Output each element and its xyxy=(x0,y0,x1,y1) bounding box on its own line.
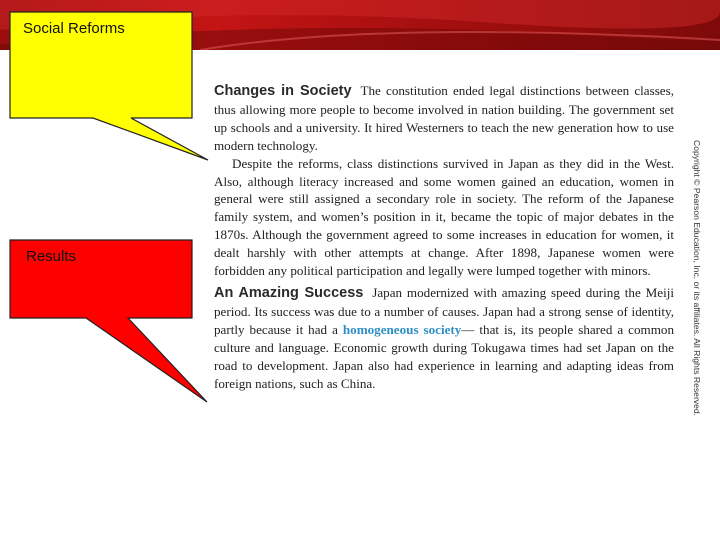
callout-label-social-reforms: Social Reforms xyxy=(23,20,125,37)
callout-label-results: Results xyxy=(26,248,77,265)
paragraph-3-end: — that is, its people shared a common culture and language. Economic growth during Tokugawa times had set Japan on the road to development. Japan also had experience in learning and adapting ideas from foreign nations, such as China. xyxy=(214,321,674,391)
heading-changes-in-society: Changes in Society xyxy=(214,83,352,99)
heading-amazing-success: An Amazing Success xyxy=(214,284,364,301)
paragraph-2: Despite the reforms, class distinctions survived in Japan as they did in the West. Also, although literacy increased and some women gained an education, women in general were still assigned a secondary role in society. The reform of the Japanese family system, and women’s position in it, became the topic of major debates in the 1870s. Although the government agreed to some increases in education for women, it dealt harshly with other attempts at change. After 1898, Japanese women were forbidden any political participation and legally were lumped together with minors. xyxy=(214,155,674,279)
copyright-text: Copyright © Pearson Education, Inc. or its affiliates. All Rights Reserved. xyxy=(692,140,702,417)
key-term-homogeneous-society: homogeneous society xyxy=(342,321,462,337)
paragraph-1: The constitution ended legal distinctions between classes, thus allowing more people to become involved in nation building. The government set up schools and a university. It hired Westerners to teach the new generation how to use modern technology. xyxy=(214,83,674,153)
paragraph-3-start: Japan modernized with amazing speed during the Meiji period. Its success was due to a number of causes. Japan had a strong sense of identity, partly because it had a xyxy=(214,284,675,337)
